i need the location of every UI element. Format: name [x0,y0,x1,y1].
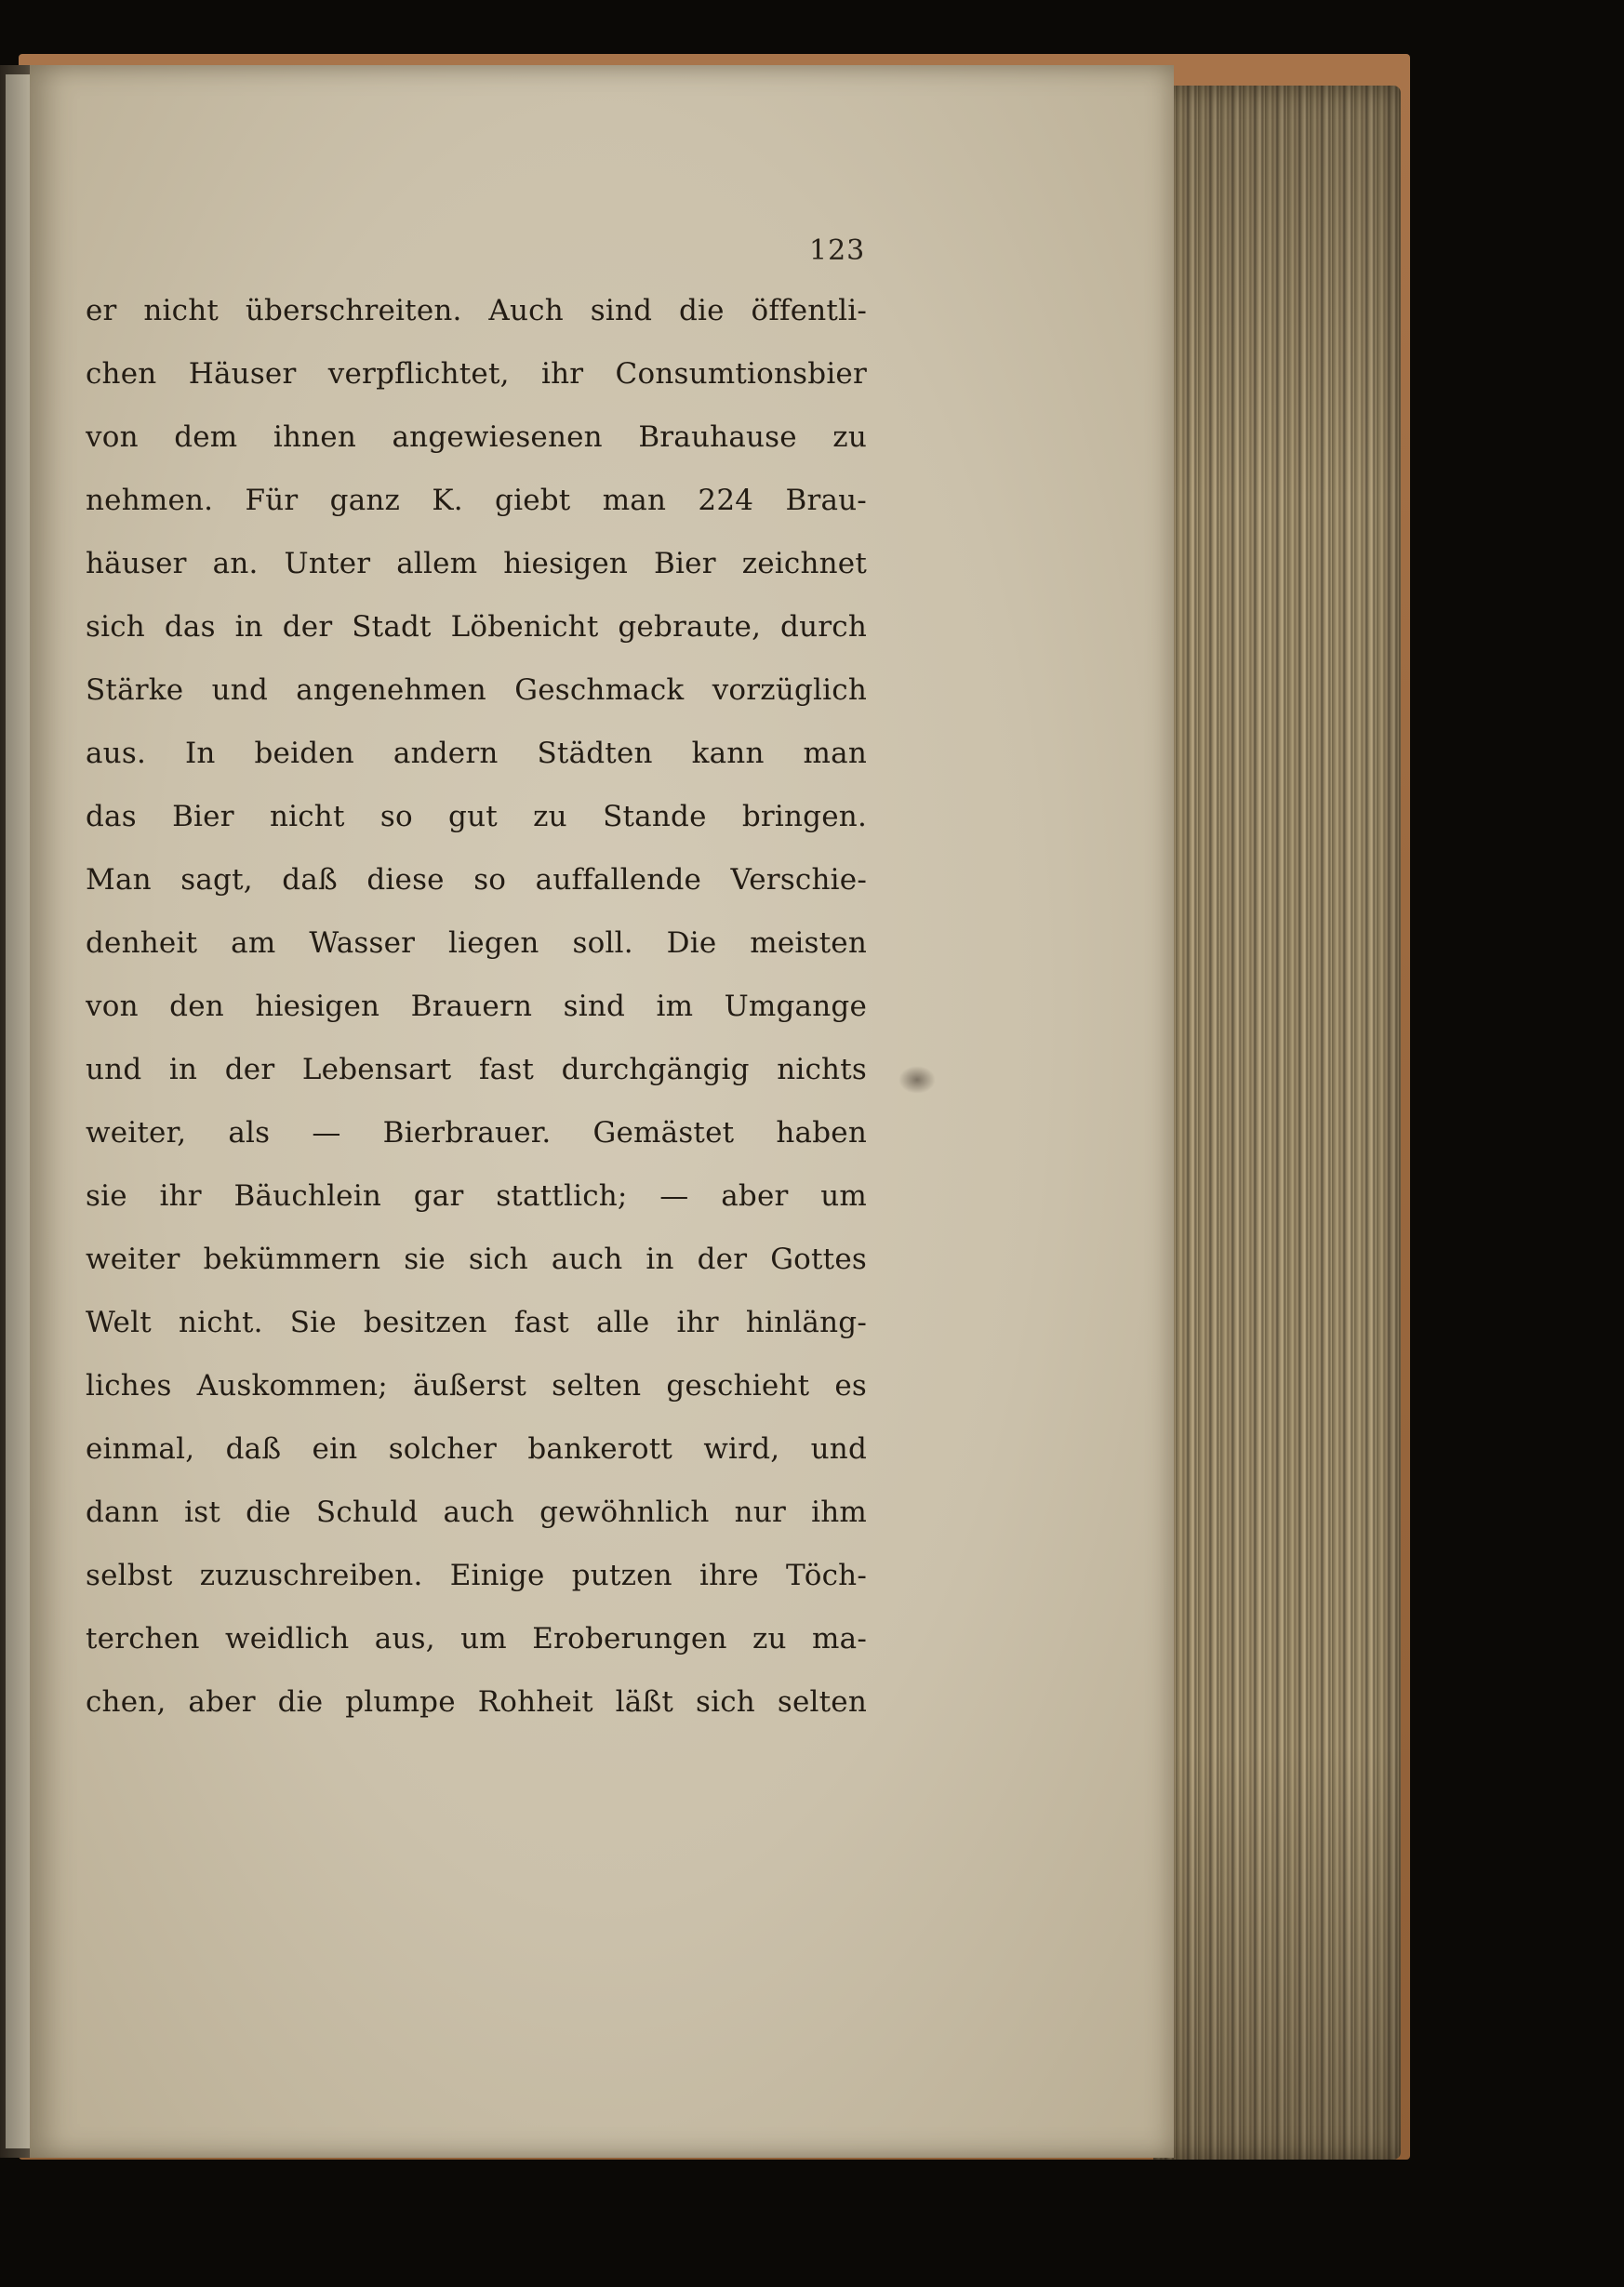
page-number: 123 [809,234,866,267]
text-line: selbst zuzuschreiben. Einige putzen ihre Töch- [86,1559,867,1592]
text-line: häuser an. Unter allem hiesigen Bier zeichnet [86,547,867,580]
paper-smudge [899,1066,936,1094]
text-line: dann ist die Schuld auch gewöhnlich nur ihm [86,1496,867,1529]
text-line: von den hiesigen Brauern sind im Umgange [86,990,867,1023]
text-line: aus. In beiden andern Städten kann man [86,737,867,770]
text-line: sich das in der Stadt Löbenicht gebraute, durch [86,610,867,644]
text-line: denheit am Wasser liegen soll. Die meisten [86,926,867,960]
page-text-block [86,279,867,1734]
text-line: sie ihr Bäuchlein gar stattlich; — aber um [86,1179,867,1213]
text-line: Welt nicht. Sie besitzen fast alle ihr hinläng- [86,1306,867,1339]
facing-page-edge [6,74,32,2148]
text-line: chen, aber die plumpe Rohheit läßt sich selten [86,1685,867,1719]
text-line: Man sagt, daß diese so auffallende Verschie- [86,863,867,897]
text-line: chen Häuser verpflichtet, ihr Consumtionsbier [86,357,867,391]
text-line: er nicht überschreiten. Auch sind die öffentli- [86,294,867,327]
text-line: einmal, daß ein solcher bankerott wird, und [86,1432,867,1466]
text-line: liches Auskommen; äußerst selten geschieht es [86,1369,867,1403]
text-line: weiter bekümmern sie sich auch in der Gottes [86,1243,867,1276]
text-line: terchen weidlich aus, um Eroberungen zu ma- [86,1622,867,1655]
text-line: und in der Lebensart fast durchgängig nichts [86,1053,867,1086]
text-line: das Bier nicht so gut zu Stande bringen. [86,800,867,833]
text-line: Stärke und angenehmen Geschmack vorzüglich [86,673,867,707]
text-line: weiter, als — Bierbrauer. Gemästet haben [86,1116,867,1150]
page-fore-edges-shade [1153,86,1401,2160]
text-line: von dem ihnen angewiesenen Brauhause zu [86,420,867,454]
text-line: nehmen. Für ganz K. giebt man 224 Brau- [86,484,867,517]
